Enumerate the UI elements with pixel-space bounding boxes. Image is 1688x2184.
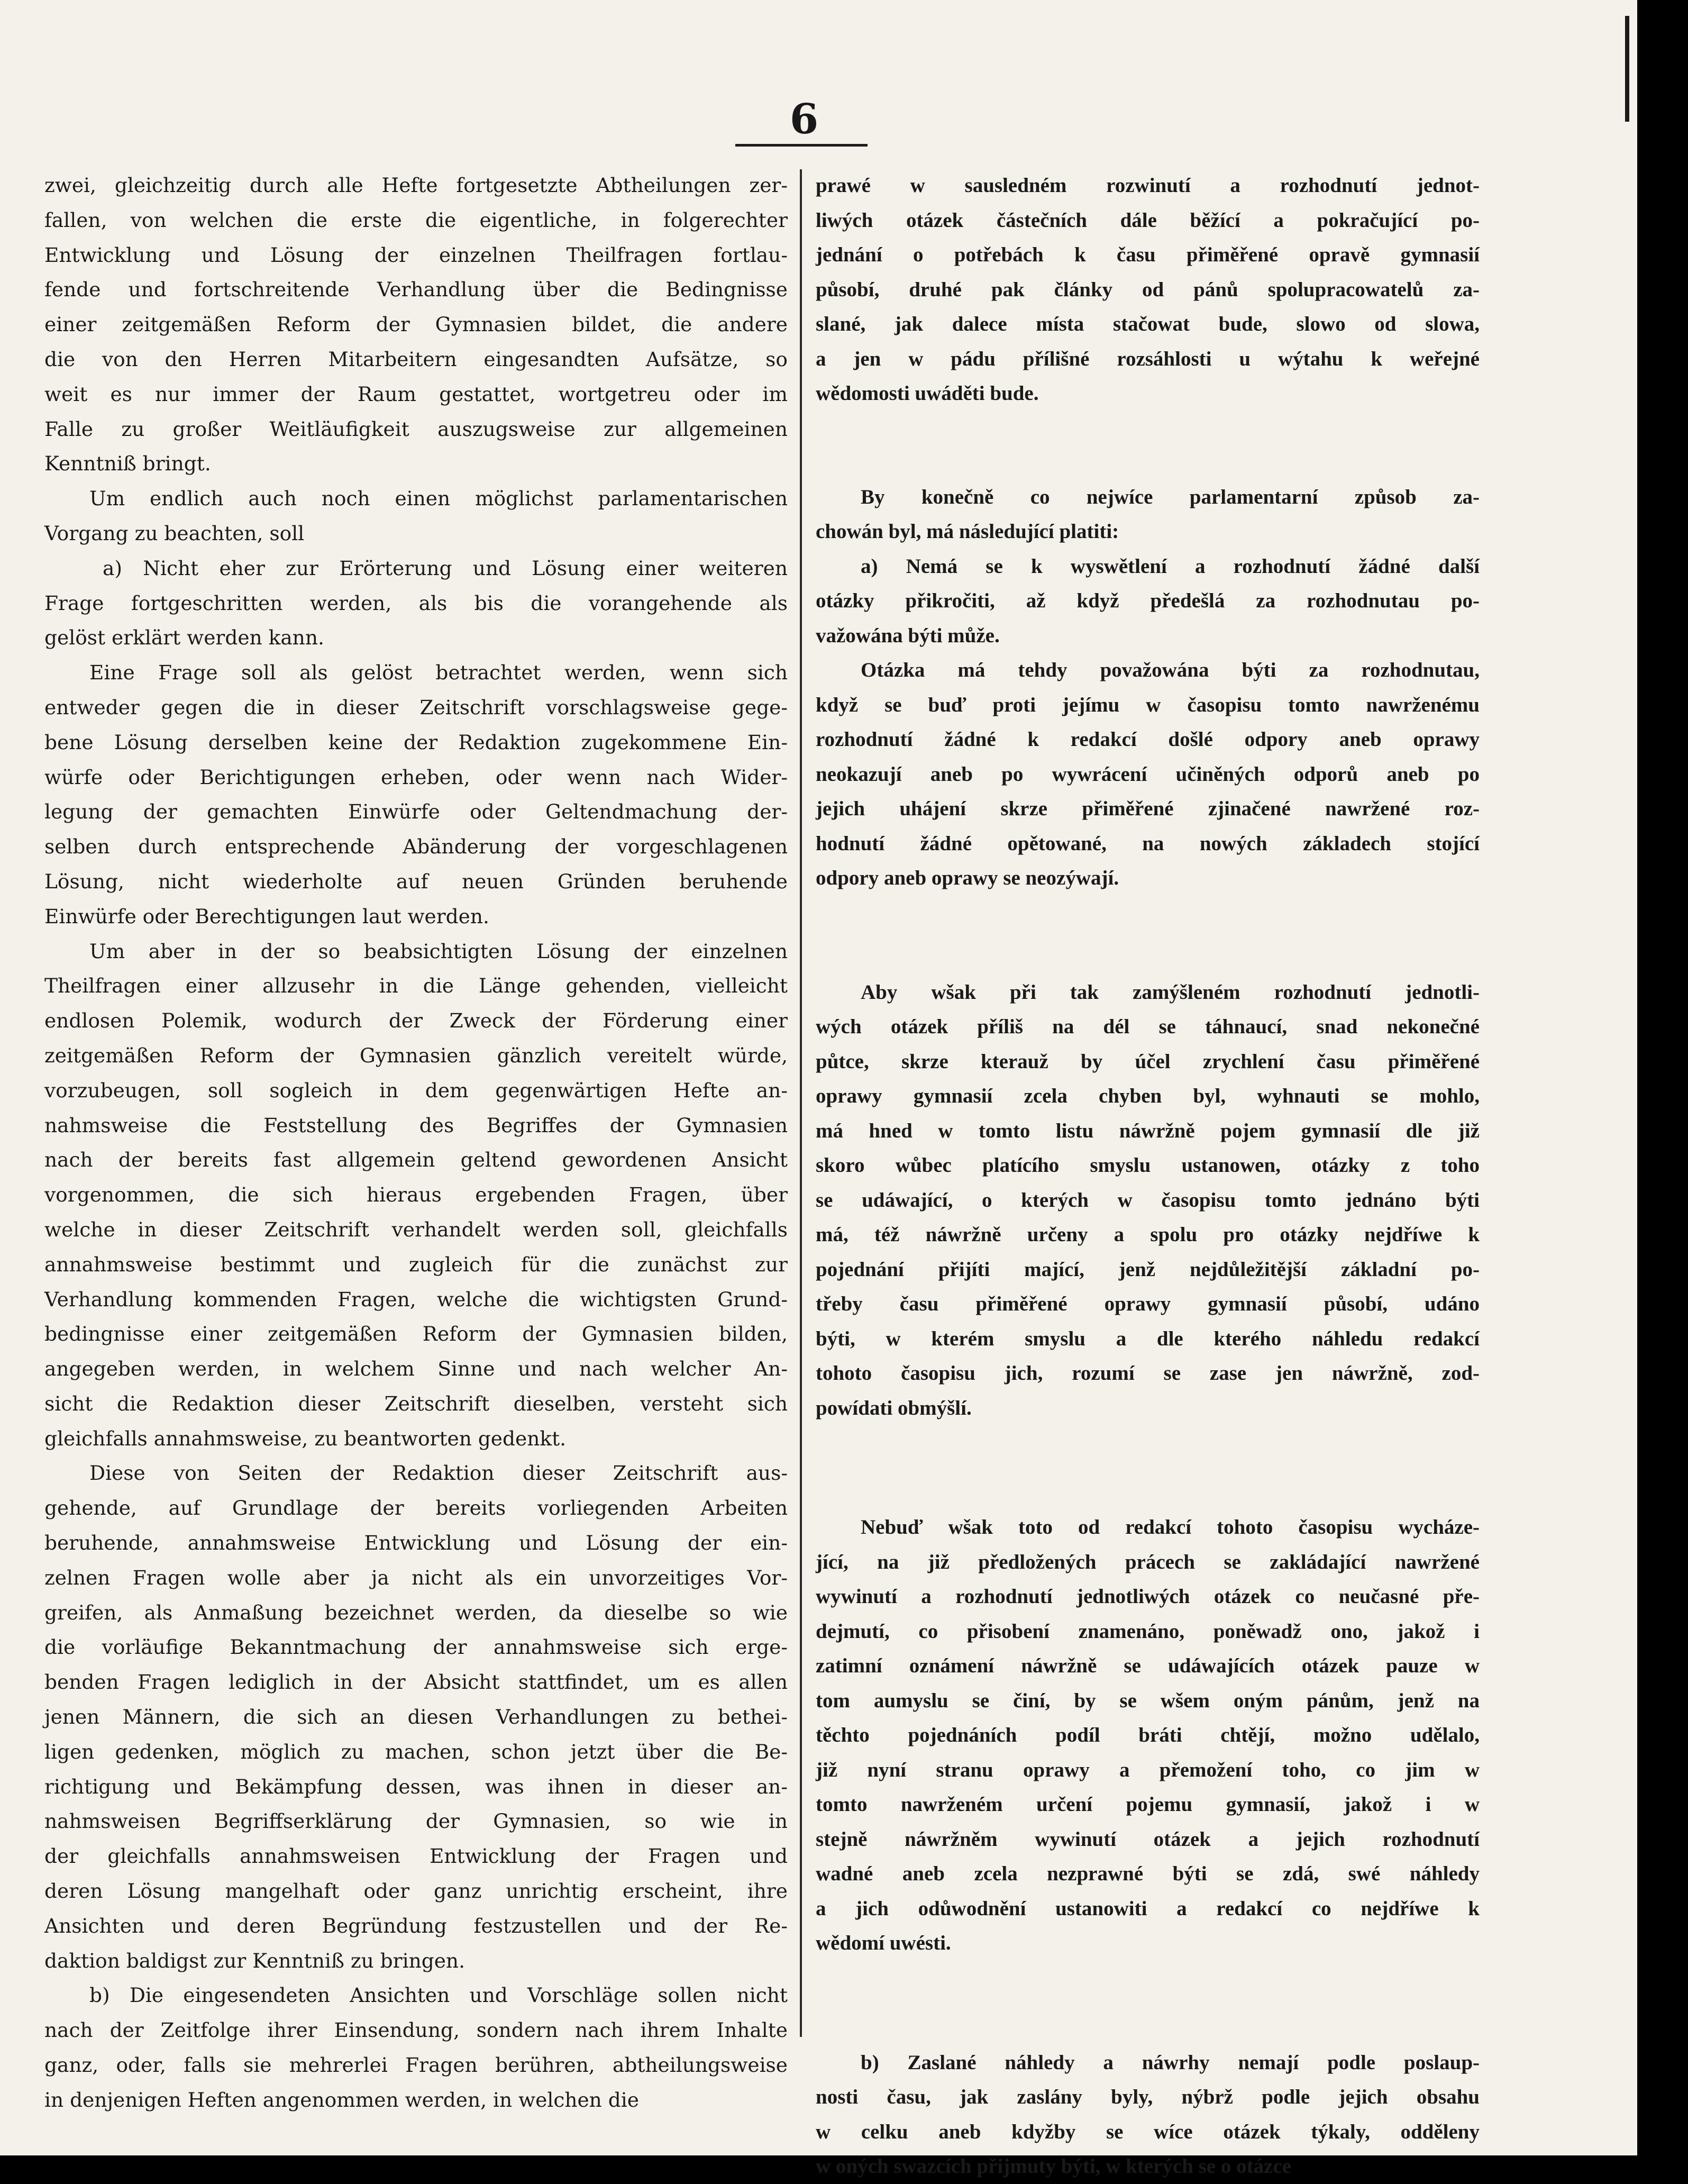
right-text-line: w celku aneb kdyžby se wíce otázek týkaly, odděleny — [816, 2120, 1480, 2143]
left-text-line: Lösung, nicht wiederholte auf neuen Gründen beruhende — [44, 869, 788, 893]
right-text-line: Aby wšak při tak zamýšleném rozhodnutí jednotli- — [861, 980, 1480, 1004]
right-text-line: prawé w sausledném rozwinutí a rozhodnutí jednot- — [816, 174, 1480, 197]
right-text-line: otázky přikročiti, až když předešlá za rozhodnutau po- — [816, 589, 1480, 612]
left-text-line: richtigung und Bekämpfung dessen, was ihnen in dieser an- — [44, 1775, 788, 1798]
left-text-line: fende und fortschreitende Verhandlung über die Bedingnisse — [44, 278, 788, 302]
right-text-line: již nyní stranu oprawy a přemožení toho, co jim w — [816, 1758, 1480, 1781]
right-text-line: zatimní oznámení náwržně se udáwajících otázek pauze w — [816, 1654, 1480, 1677]
right-text-line: oprawy gymnasií zcela chyben byl, wyhnauti se mohlo, — [816, 1085, 1480, 1107]
column-divider — [800, 169, 802, 2037]
right-text-line: dejmutí, co přisobení znamenáno, poněwadž ono, jakož i — [816, 1619, 1480, 1643]
right-text-line: jejich uhájení skrze přiměřené zjinačené nawržené roz- — [816, 797, 1480, 820]
left-text-line: Diese von Seiten der Redaktion dieser Zeitschrift aus- — [89, 1461, 788, 1485]
right-text-line: liwých otázek částečních dále běžící a pokračující po- — [816, 208, 1480, 232]
right-text-line: wywinutí a rozhodnutí jednotliwých otázek co neučasné pře- — [816, 1585, 1480, 1608]
right-text-line: nosti času, jak zaslány byly, nýbrž podle jejich obsahu — [816, 2086, 1480, 2108]
left-text-line: angegeben werden, in welchem Sinne und nach welcher An- — [44, 1357, 788, 1381]
right-text-line: slané, jak dalece místa stačowat bude, slowo od slowa, — [816, 313, 1480, 335]
right-text-line: hodnutí žádné opětowané, na nowých základech stojící — [816, 832, 1480, 855]
right-column-czech — [816, 168, 1480, 2184]
right-text-line: wadné aneb zcela nezprawné býti se zdá, swé náhledy — [816, 1862, 1480, 1885]
right-text-line: Otázka má tehdy považowána býti za rozhodnutau, — [861, 659, 1480, 681]
right-text-line: w oných swazcích přijmuty býti, w kterých se o otázce — [816, 2155, 1292, 2178]
right-text-line: rozhodnutí žádné k redakcí došlé odpory aneb oprawy — [816, 728, 1480, 751]
left-text-line: zeitgemäßen Reform der Gymnasien gänzlich vereitelt würde, — [44, 1043, 788, 1067]
right-text-line: a) Nemá se k wyswětlení a rozhodnutí žádné další — [861, 554, 1480, 578]
left-text-line: gehende, auf Grundlage der bereits vorliegenden Arbeiten — [44, 1496, 788, 1520]
left-text-line: nach der Zeitfolge ihrer Einsendung, sondern nach ihrem Inhalte — [44, 2018, 788, 2042]
right-text-line: wědomí uwésti. — [816, 1932, 951, 1954]
left-text-line: zwei, gleichzeitig durch alle Hefte fortgesetzte Abtheilungen zer- — [44, 174, 788, 197]
left-text-line: welche in dieser Zeitschrift verhandelt werden soll, gleichfalls — [44, 1217, 788, 1241]
scan-edge — [1637, 0, 1688, 2155]
right-text-line: a jich odůwodnění ustanowiti a redakcí co nejdříwe k — [816, 1897, 1480, 1920]
left-text-line: fallen, von welchen die erste die eigentliche, in folgerechter — [44, 208, 788, 232]
right-text-line: powídati obmýšlí. — [816, 1396, 972, 1419]
left-text-line: sicht die Redaktion dieser Zeitschrift dieselben, versteht sich — [44, 1391, 788, 1415]
right-text-line: má, též náwržně určeny a spolu pro otázky nejdříwe k — [816, 1223, 1480, 1246]
left-text-line: Entwicklung und Lösung der einzelnen Theilfragen fortlau- — [44, 243, 788, 267]
left-text-line: Frage fortgeschritten werden, als bis die vorangehende als — [44, 591, 788, 615]
left-text-line: Um endlich auch noch einen möglichst parlamentarischen — [89, 487, 788, 511]
left-text-line: nach der bereits fast allgemein geltend gewordenen Ansicht — [44, 1148, 788, 1172]
left-text-line: bedingnisse einer zeitgemäßen Reform der Gymnasien bilden, — [44, 1322, 788, 1346]
left-text-line: gelöst erklärt werden kann. — [44, 626, 324, 650]
right-text-line: a jen w pádu přílišné rozsáhlosti u wýtahu k weřejné — [816, 347, 1480, 370]
left-text-line: würfe oder Berichtigungen erheben, oder wenn nach Wider- — [44, 765, 788, 789]
right-text-line: važowána býti může. — [816, 624, 1000, 647]
left-text-line: beruhende, annahmsweise Entwicklung und Lösung der ein- — [44, 1531, 788, 1555]
left-text-line: Einwürfe oder Berechtigungen laut werden. — [44, 904, 489, 928]
left-text-line: vorgenommen, die sich hieraus ergebenden Fragen, über — [44, 1183, 788, 1207]
left-text-line: zelnen Fragen wolle aber ja nicht als ein unvorzeitiges Vor- — [44, 1566, 788, 1589]
right-text-line: skoro wůbec platícího smyslu ustanowen, otázky z toho — [816, 1154, 1480, 1177]
right-text-line: Nebuď wšak toto od redakcí tohoto časopisu wycháze- — [861, 1516, 1480, 1539]
right-text-line: má hned w tomto listu náwržně pojem gymnasií dle již — [816, 1119, 1480, 1142]
right-text-line: býti, w kterém smyslu a dle kterého náhledu redakcí — [816, 1327, 1480, 1350]
left-text-line: nahmsweisen Begriffserklärung der Gymnasien, so wie in — [44, 1809, 788, 1833]
left-text-line: endlosen Polemik, wodurch der Zweck der Förderung einer — [44, 1009, 788, 1033]
right-text-line: působí, druhé pak články od pánů spolupracowatelů za- — [816, 278, 1480, 301]
left-text-line: gleichfalls annahmsweise, zu beantworten gedenkt. — [44, 1426, 567, 1450]
right-text-line: wých otázek příliš na dél se táhnaucí, snad nekonečné — [816, 1015, 1480, 1038]
right-text-line: pojednání přijíti mající, jenž nejdůležitější základní po- — [816, 1258, 1480, 1281]
left-text-line: die vorläufige Bekanntmachung der annahmsweise sich erge- — [44, 1635, 788, 1659]
left-text-line: in denjenigen Heften angenommen werden, in welchen die — [44, 2088, 639, 2112]
right-text-line: těchto pojednáních podíl bráti chtějí, možno udělalo, — [816, 1724, 1480, 1746]
left-text-line: daktion baldigst zur Kenntniß zu bringen. — [44, 1949, 466, 1972]
left-text-line: einer zeitgemäßen Reform der Gymnasien bildet, die andere — [44, 313, 788, 336]
left-text-line: die von den Herren Mitarbeitern eingesandten Aufsätze, so — [44, 347, 788, 371]
left-text-line: annahmsweise bestimmt und zugleich für die zunächst zur — [44, 1252, 788, 1276]
left-text-line: bene Lösung derselben keine der Redaktion zugekommene Ein- — [44, 730, 788, 754]
header-rule — [735, 144, 868, 147]
left-text-line: benden Fragen lediglich in der Absicht stattfindet, um es allen — [44, 1670, 788, 1694]
left-text-line: ganz, oder, falls sie mehrerlei Fragen berühren, abtheilungsweise — [44, 2053, 788, 2077]
right-text-line: neokazují aneb po wywrácení učiněných odporů aneb po — [816, 762, 1480, 786]
right-text-line: chowán byl, má následující platiti: — [816, 520, 1119, 543]
left-text-line: vorzubeugen, soll sogleich in dem gegenwärtigen Hefte an- — [44, 1078, 788, 1102]
page-number: 6 — [789, 95, 819, 143]
left-text-line: greifen, als Anmaßung bezeichnet werden, da dieselbe so wie — [44, 1600, 788, 1624]
left-text-line: Um aber in der so beabsichtigten Lösung der einzelnen — [89, 939, 788, 963]
right-text-line: odpory aneb oprawy se neozýwají. — [816, 867, 1119, 889]
right-text-line: b) Zaslané náhledy a náwrhy nemají podle poslaup- — [861, 2051, 1480, 2074]
left-text-line: selben durch entsprechende Abänderung der vorgeschlagenen — [44, 835, 788, 859]
left-text-line: legung der gemachten Einwürfe oder Geltendmachung der- — [44, 800, 788, 824]
left-text-line: weit es nur immer der Raum gestattet, wortgetreu oder im — [44, 382, 788, 406]
left-text-line: Kenntniß bringt. — [44, 452, 211, 476]
right-text-line: tomto nawrženém určení pojemu gymnasií, jakož i w — [816, 1793, 1480, 1816]
left-text-line: ligen gedenken, möglich zu machen, schon jetzt über die Be- — [44, 1740, 788, 1763]
left-text-line: a) Nicht eher zur Erörterung und Lösung einer weiteren — [103, 556, 788, 580]
right-text-line: se udáwající, o kterých w časopisu tomto jednáno býti — [816, 1188, 1480, 1212]
right-text-line: stejně náwržněm wywinutí otázek a jejich rozhodnutí — [816, 1827, 1480, 1851]
left-text-line: Ansichten und deren Begründung festzustellen und der Re- — [44, 1914, 788, 1937]
left-text-line: entweder gegen die in dieser Zeitschrift vorschlagsweise gege- — [44, 695, 788, 719]
left-text-line: der gleichfalls annahmsweisen Entwicklung der Fragen und — [44, 1844, 788, 1868]
right-text-line: třeby času přiměřené oprawy gymnasií působí, udáno — [816, 1293, 1480, 1315]
right-text-line: když se buď proti jejímu w časopisu tomto nawrženému — [816, 693, 1480, 716]
right-text-line: By konečně co nejwíce parlamentarní způsob za- — [861, 485, 1480, 508]
left-text-line: Falle zu großer Weitläufigkeit auszugsweise zur allgemeinen — [44, 417, 788, 441]
left-text-line: Verhandlung kommenden Fragen, welche die wichtigsten Grund- — [44, 1287, 788, 1311]
left-text-line: jenen Männern, die sich an diesen Verhandlungen zu bethei- — [44, 1705, 788, 1729]
left-text-line: b) Die eingesendeten Ansichten und Vorschläge sollen nicht — [89, 1983, 788, 2007]
left-column-german — [44, 168, 788, 2118]
left-text-line: deren Lösung mangelhaft oder ganz unrichtig erscheint, ihre — [44, 1879, 788, 1903]
left-text-line: nahmsweise die Feststellung des Begriffes der Gymnasien — [44, 1113, 788, 1137]
right-text-line: jednání o potřebách k času přiměřené opravě gymnasií — [816, 243, 1480, 266]
right-text-line: půtce, skrze kterauž by účel zrychlení času přiměřené — [816, 1050, 1480, 1073]
right-text-line: wědomosti uwáděti bude. — [816, 382, 1039, 405]
left-text-line: Theilfragen einer allzusehr in die Länge gehenden, vielleicht — [44, 974, 788, 998]
margin-mark — [1625, 16, 1629, 122]
right-text-line: tohoto časopisu jich, rozumí se zase jen náwržně, zod- — [816, 1362, 1480, 1385]
right-text-line: jící, na již předložených prácech se zakládající nawržené — [816, 1550, 1480, 1573]
left-text-line: Eine Frage soll als gelöst betrachtet werden, wenn sich — [89, 661, 788, 685]
right-text-line: tom aumyslu se činí, by se wšem oným pánům, jenž na — [816, 1689, 1480, 1712]
left-text-line: Vorgang zu beachten, soll — [44, 521, 305, 545]
